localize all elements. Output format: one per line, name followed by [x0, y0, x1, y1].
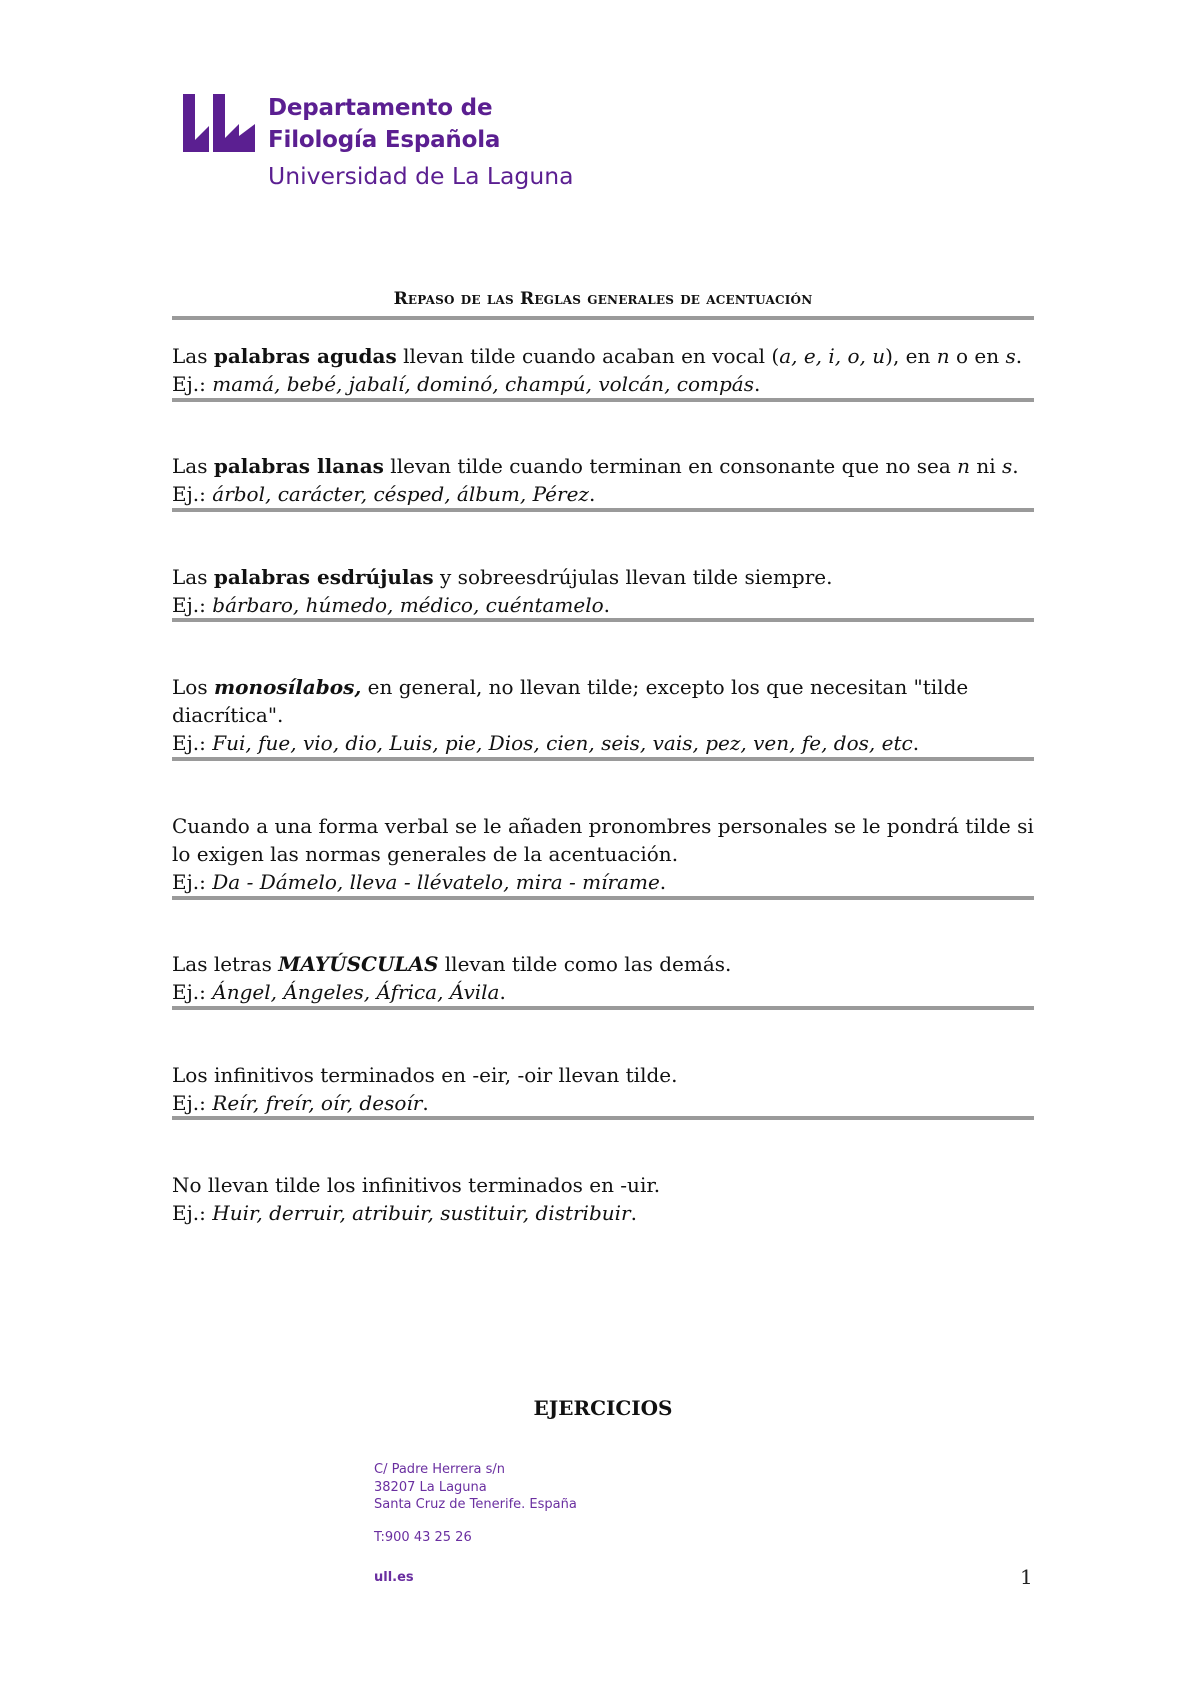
rule-example: Ej.: bárbaro, húmedo, médico, cuéntamelo.: [172, 593, 611, 617]
logo-department-line2: Filología Española: [268, 127, 501, 153]
rule-statement: Las palabras agudas llevan tilde cuando acaban en vocal (a, e, i, o, u), en n o en s.: [172, 344, 1023, 368]
rule-example: Ej.: Fui, fue, vio, dio, Luis, pie, Dios, cien, seis, vais, pez, ven, fe, dos, etc.: [172, 731, 920, 755]
rule-example: Ej.: árbol, carácter, césped, álbum, Pérez.: [172, 482, 596, 506]
rule-example: Ej.: Ángel, Ángeles, África, Ávila.: [172, 980, 506, 1004]
rule-esdrujulas: [172, 563, 1034, 619]
logo-department-line1: Departamento de: [268, 95, 493, 121]
ull-logo-mark-icon: [183, 94, 255, 152]
rule-infinitivos-uir: [172, 1171, 1034, 1227]
section-divider: [172, 1006, 1034, 1010]
rule-statement: Los infinitivos terminados en -eir, -oir llevan tilde.: [172, 1063, 678, 1087]
logo-university-name: Universidad de La Laguna: [268, 162, 574, 190]
document-title: Repaso de las Reglas generales de acentuación: [393, 289, 813, 309]
address-city: 38207 La Laguna: [374, 1479, 487, 1495]
page-number: 1: [1020, 1565, 1033, 1589]
rule-example: Ej.: mamá, bebé, jabalí, dominó, champú, volcán, compás.: [172, 372, 761, 396]
section-divider: [172, 757, 1034, 761]
rule-statement: Los monosílabos, en general, no llevan tilde; excepto los que necesitan "tilde diacrítica".: [172, 675, 969, 727]
rule-agudas: [172, 342, 1034, 398]
rule-statement: Cuando a una forma verbal se le añaden pronombres personales se le pondrá tilde si lo exigen las normas generales de la acentuación.: [172, 814, 1034, 866]
logo-text: [268, 92, 574, 195]
rule-statement: Las palabras esdrújulas y sobreesdrújulas llevan tilde siempre.: [172, 565, 833, 589]
rule-example: Ej.: Reír, freír, oír, desoír.: [172, 1091, 429, 1115]
rule-statement: Las palabras llanas llevan tilde cuando terminan en consonante que no sea n ni s.: [172, 454, 1019, 478]
footer-address: [374, 1461, 577, 1514]
rule-statement: No llevan tilde los infinitivos terminados en -uir.: [172, 1173, 661, 1197]
rule-infinitivos-eir-oir: [172, 1061, 1034, 1117]
address-region: Santa Cruz de Tenerife. España: [374, 1497, 577, 1512]
rule-example: Ej.: Da - Dámelo, lleva - llévatelo, mira - mírame.: [172, 870, 667, 894]
footer-website-link[interactable]: ull.es: [374, 1570, 414, 1585]
rule-mayusculas: [172, 950, 1034, 1006]
rule-llanas: [172, 452, 1034, 508]
rule-statement: Las letras MAYÚSCULAS llevan tilde como las demás.: [172, 952, 732, 976]
section-divider: [172, 508, 1034, 512]
rule-monosilabos: [172, 673, 1034, 757]
university-logo: [183, 92, 603, 202]
rule-verbos-pronombres: [172, 812, 1034, 896]
section-divider: [172, 398, 1034, 402]
section-divider: [172, 896, 1034, 900]
title-divider: [172, 316, 1034, 320]
rule-example: Ej.: Huir, derruir, atribuir, sustituir, distribuir.: [172, 1201, 637, 1225]
section-divider: [172, 618, 1034, 622]
exercises-heading: EJERCICIOS: [533, 1396, 673, 1420]
address-street: C/ Padre Herrera s/n: [374, 1462, 506, 1477]
section-divider: [172, 1116, 1034, 1120]
footer-phone: T:900 43 25 26: [374, 1530, 472, 1545]
